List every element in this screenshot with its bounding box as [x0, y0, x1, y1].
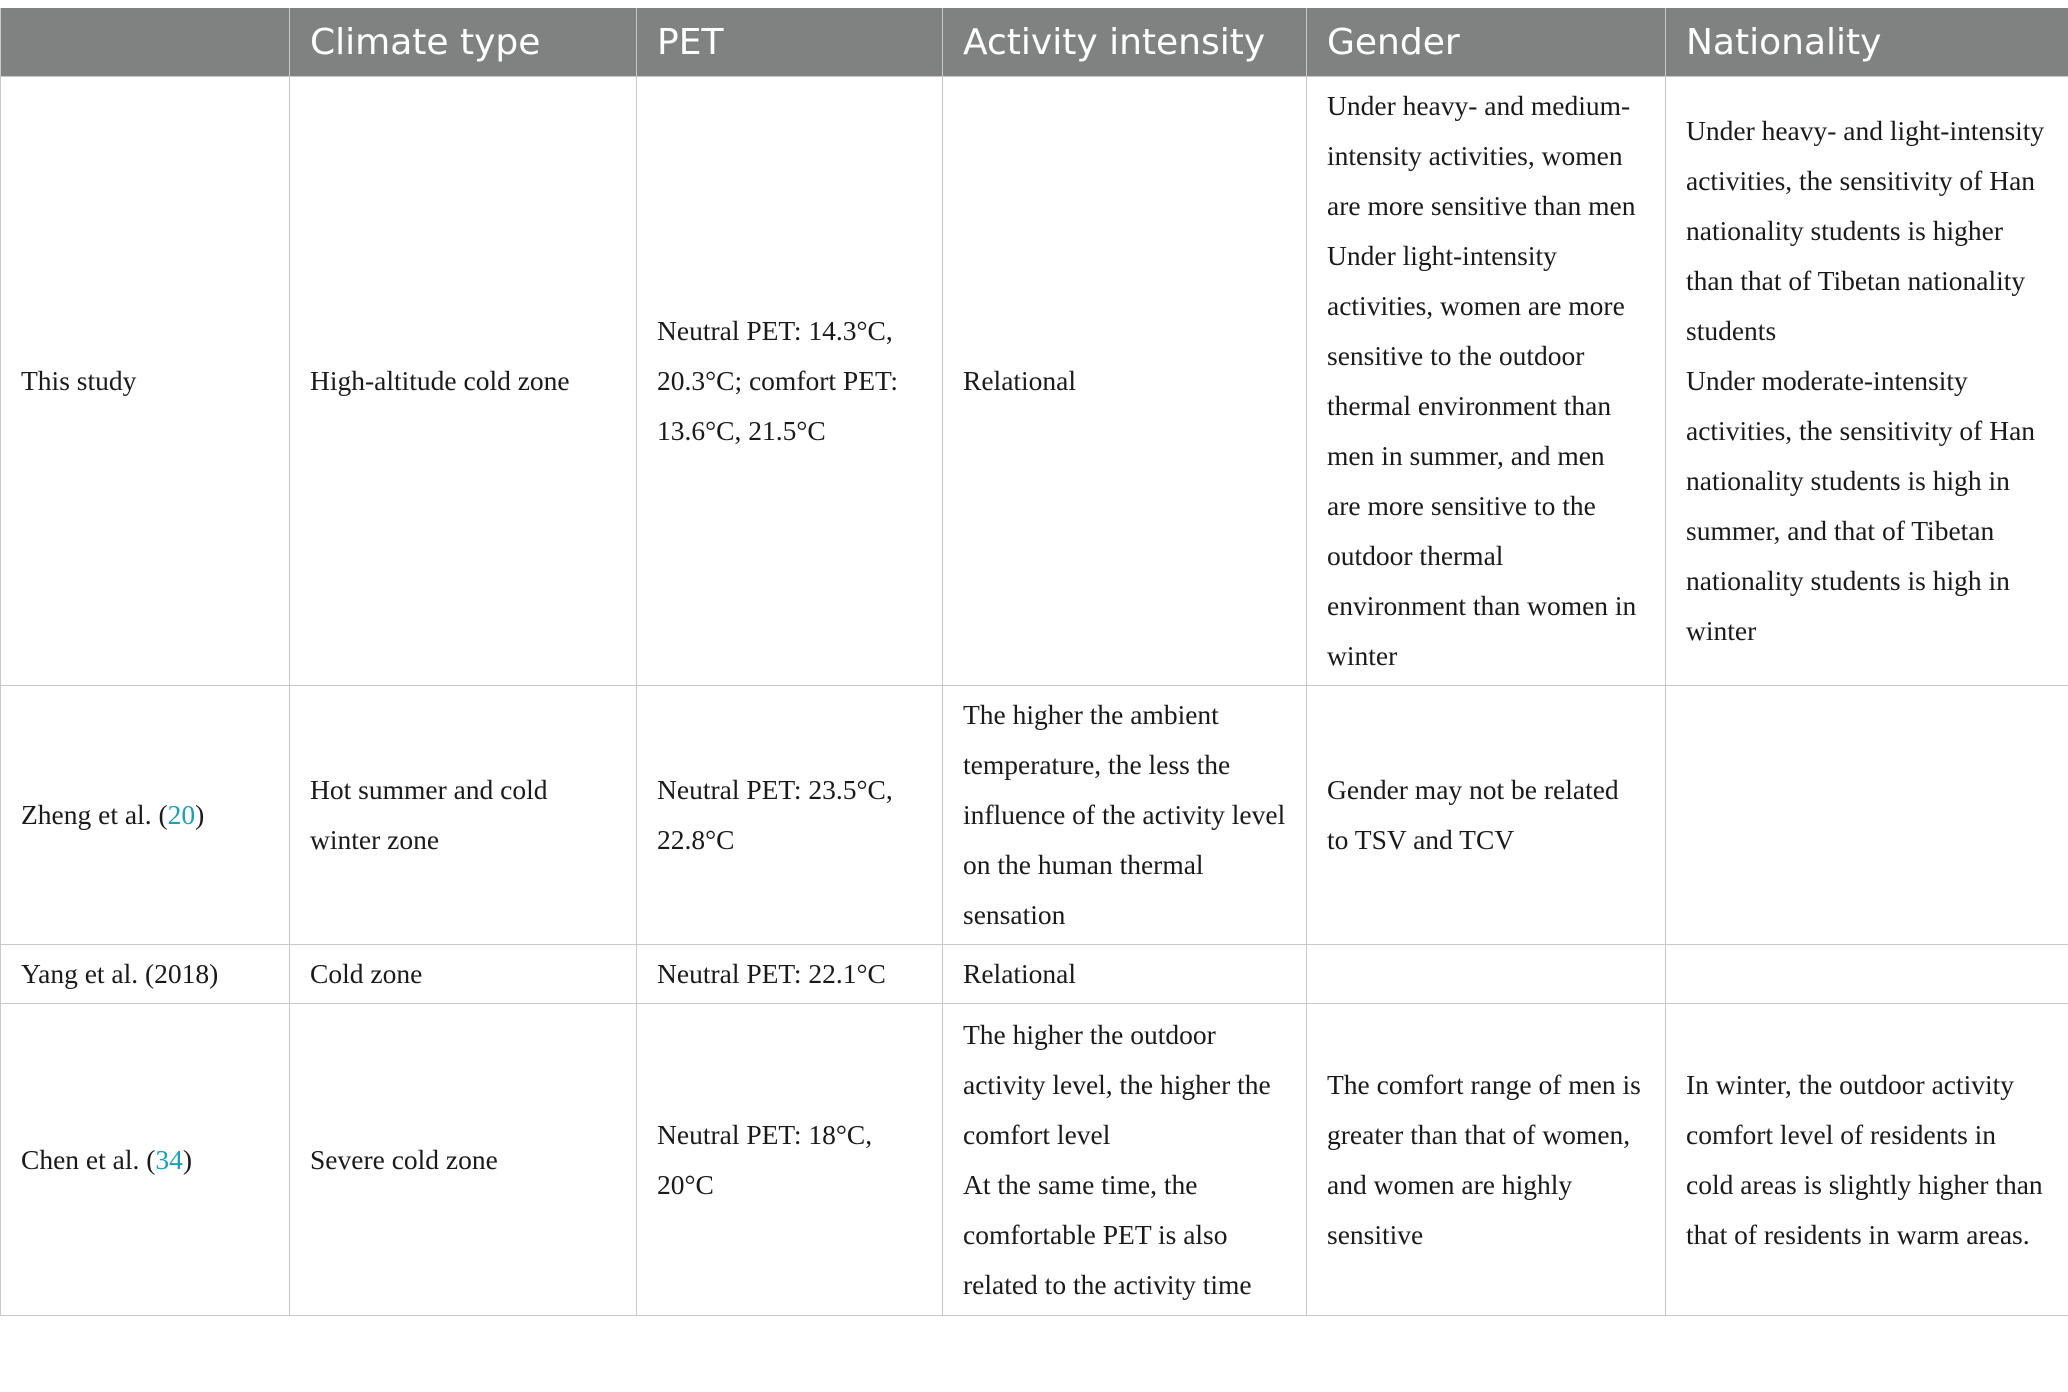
- cell-study: Chen et al. (34): [1, 1004, 290, 1316]
- cell-climate: Severe cold zone: [290, 1004, 637, 1316]
- cell-pet: Neutral PET: 22.1°C: [637, 945, 943, 1004]
- table-row: [1, 945, 2068, 1004]
- header-study: [1, 8, 290, 77]
- cell-pet: Neutral PET: 23.5°C, 22.8°C: [637, 686, 943, 945]
- comparison-table: [0, 8, 2068, 1316]
- reference-link[interactable]: 20: [167, 799, 196, 830]
- cell-gender: Under heavy- and medium-intensity activities, women are more sensitive than men Under light-intensity activities, women are more sensitive to the outdoor thermal environment than men in summer, and men are more sensitive to the outdoor thermal environment than women in winter: [1307, 77, 1666, 686]
- cell-activity: Relational: [943, 945, 1307, 1004]
- table-row: [1, 1004, 2068, 1316]
- header-gender: Gender: [1307, 8, 1666, 77]
- cell-study: This study: [1, 77, 290, 686]
- header-climate-type: Climate type: [290, 8, 637, 77]
- cell-study: Zheng et al. (20): [1, 686, 290, 945]
- cell-activity: The higher the ambient temperature, the less the influence of the activity level on the human thermal sensation: [943, 686, 1307, 945]
- header-nationality: Nationality: [1666, 8, 2068, 77]
- cell-nationality: Under heavy- and light-intensity activities, the sensitivity of Han nationality students is higher than that of Tibetan nationality students Under moderate-intensity activities, the sensitivity of Han nationality students is high in summer, and that of Tibetan nationality students is high in winter: [1666, 77, 2068, 686]
- cell-nationality: [1666, 686, 2068, 945]
- cell-study: Yang et al. (2018): [1, 945, 290, 1004]
- cell-climate: Cold zone: [290, 945, 637, 1004]
- cell-pet: Neutral PET: 14.3°C, 20.3°C; comfort PET: 13.6°C, 21.5°C: [637, 77, 943, 686]
- cell-nationality: In winter, the outdoor activity comfort level of residents in cold areas is slightly higher than that of residents in warm areas.: [1666, 1004, 2068, 1316]
- cell-climate: Hot summer and cold winter zone: [290, 686, 637, 945]
- header-activity-intensity: Activity intensity: [943, 8, 1307, 77]
- cell-gender: The comfort range of men is greater than that of women, and women are highly sensitive: [1307, 1004, 1666, 1316]
- cell-gender: Gender may not be related to TSV and TCV: [1307, 686, 1666, 945]
- table-row: [1, 686, 2068, 945]
- table-header-row: [1, 8, 2068, 77]
- cell-nationality: [1666, 945, 2068, 1004]
- cell-climate: High-altitude cold zone: [290, 77, 637, 686]
- cell-activity: Relational: [943, 77, 1307, 686]
- cell-gender: [1307, 945, 1666, 1004]
- header-pet: PET: [637, 8, 943, 77]
- reference-link[interactable]: 34: [155, 1143, 183, 1175]
- table-row: [1, 77, 2068, 686]
- cell-pet: Neutral PET: 18°C, 20°C: [637, 1004, 943, 1316]
- cell-activity: The higher the outdoor activity level, the higher the comfort level At the same time, the comfortable PET is also related to the activity time: [943, 1004, 1307, 1316]
